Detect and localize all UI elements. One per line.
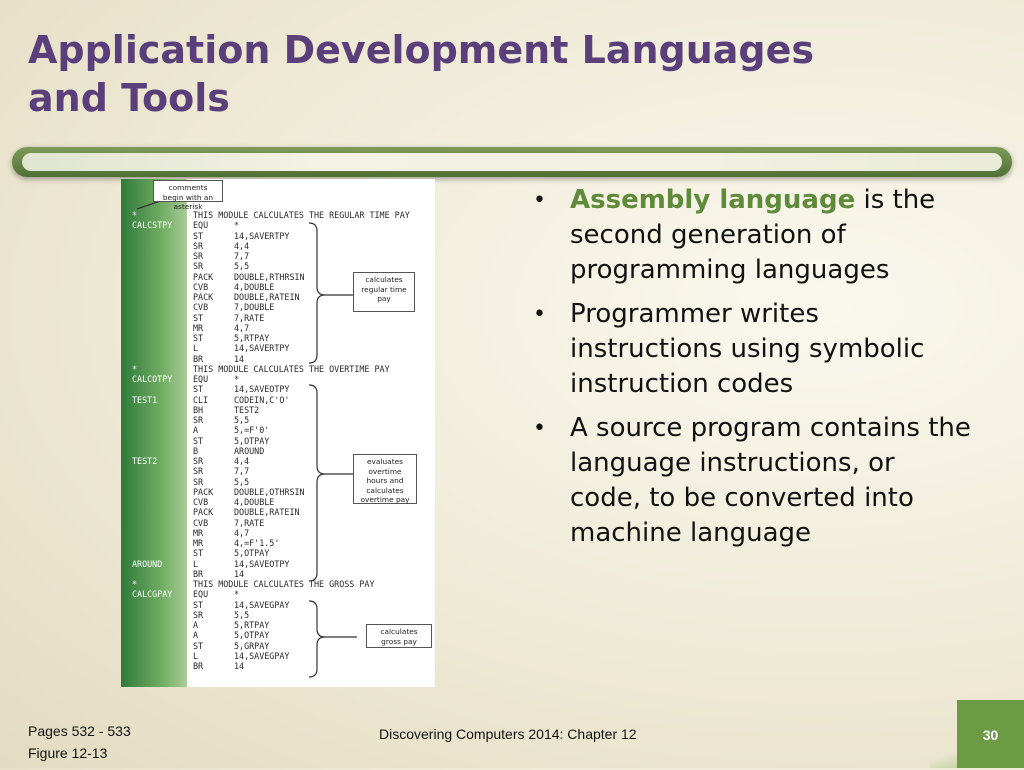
code-operand: 4,=F'1.5' xyxy=(234,538,280,548)
code-operand: 4,DOUBLE xyxy=(234,281,275,292)
code-operation: SR xyxy=(193,261,204,272)
code-label: TEST1 xyxy=(132,394,158,405)
code-operation: ST xyxy=(193,333,204,343)
bullet-emphasis: Assembly language xyxy=(570,185,856,215)
code-operation: BR xyxy=(193,353,204,364)
code-operation: EQU xyxy=(193,220,209,231)
code-operand: 14,SAVERTPY xyxy=(234,343,290,354)
footer-book-title: Discovering Computers 2014: Chapter 12 xyxy=(379,726,637,742)
code-operand: 5,5 xyxy=(234,415,250,425)
code-operation: MR xyxy=(193,322,204,333)
code-operation: ST xyxy=(193,548,204,559)
code-operand: 7,RATE xyxy=(234,312,265,323)
code-operand: * xyxy=(234,220,240,231)
code-operation: CVB xyxy=(193,517,209,528)
bullet-list xyxy=(533,183,973,560)
bullet-item xyxy=(533,411,973,551)
code-operation: THIS MODULE CALCULATES THE GROSS PAY xyxy=(193,579,375,589)
code-label: * xyxy=(132,579,138,589)
code-operand: 5,OTPAY xyxy=(234,435,270,446)
code-operand: 4,DOUBLE xyxy=(234,497,275,507)
code-operation: SR xyxy=(193,466,204,477)
callout-comments: comments begin with an asterisk xyxy=(153,180,223,202)
code-operation: PACK xyxy=(193,486,214,497)
code-operation: A xyxy=(193,630,199,641)
code-operand: 5,OTPAY xyxy=(234,548,270,559)
code-operand: DOUBLE,RATEIN xyxy=(234,507,300,518)
code-operand: 14,SAVERTPY xyxy=(234,230,290,241)
page-number: 30 xyxy=(982,727,999,743)
code-label: * xyxy=(132,210,138,220)
code-operation: THIS MODULE CALCULATES THE REGULAR TIME PAY xyxy=(193,210,410,220)
code-operation: BR xyxy=(193,568,204,579)
bullet-dot-icon: • xyxy=(533,416,546,441)
page-number-box xyxy=(957,700,1024,768)
code-operation: PACK xyxy=(193,292,214,302)
code-operation: PACK xyxy=(193,507,214,518)
code-operand: 14,SAVEGPAY xyxy=(234,650,290,661)
code-label: TEST2 xyxy=(132,456,158,466)
assembly-code-figure xyxy=(121,179,435,687)
code-operand: 4,4 xyxy=(234,240,250,251)
code-operation: B xyxy=(193,445,199,456)
code-operation: ST xyxy=(193,230,204,241)
callout-overtime-pay: evaluates overtime hours and calculates overtime pay xyxy=(353,454,417,504)
code-operand: 5,=F'0' xyxy=(234,425,270,436)
code-operand: AROUND xyxy=(234,445,265,456)
code-operation: SR xyxy=(193,456,204,466)
code-operand: DOUBLE,RTHRSIN xyxy=(234,271,305,282)
code-operand: 7,7 xyxy=(234,251,250,261)
code-operand: TEST2 xyxy=(234,404,260,415)
code-operand: 4,7 xyxy=(234,527,250,538)
code-operation: ST xyxy=(193,640,204,651)
callout-brackets xyxy=(121,179,435,687)
code-operand: 4,7 xyxy=(234,322,250,333)
code-operation: BH xyxy=(193,404,204,415)
code-operation: MR xyxy=(193,538,204,548)
code-label: CALCGPAY xyxy=(132,589,173,600)
title-divider xyxy=(12,147,1012,177)
code-operand: CODEIN,C'O' xyxy=(234,394,290,405)
bullet-item xyxy=(533,297,973,402)
code-operand: 5,OTPAY xyxy=(234,630,270,641)
code-operation: ST xyxy=(193,435,204,446)
code-operation: A xyxy=(193,620,199,630)
code-operand: DOUBLE,RATEIN xyxy=(234,292,300,302)
slide-title xyxy=(28,26,988,122)
code-operand: * xyxy=(234,374,240,384)
code-operand: * xyxy=(234,589,240,600)
code-label: CALCSTPY xyxy=(132,220,173,231)
code-operation: PACK xyxy=(193,271,214,282)
code-operation: SR xyxy=(193,609,204,620)
code-operation: A xyxy=(193,425,199,436)
bullet-text: is the second generation of programming languages xyxy=(570,185,936,285)
code-operation: CLI xyxy=(193,394,209,405)
code-operand: 5,RTPAY xyxy=(234,333,270,343)
code-operand: 7,7 xyxy=(234,466,250,477)
code-operation: CVB xyxy=(193,497,209,507)
code-operand: 5,5 xyxy=(234,609,250,620)
code-label: * xyxy=(132,363,138,374)
bullet-item xyxy=(533,183,973,288)
code-operation: ST xyxy=(193,312,204,323)
code-label: AROUND xyxy=(132,558,163,569)
code-operand: 14,SAVEOTPY xyxy=(234,558,290,569)
code-operation: BR xyxy=(193,661,204,671)
code-operand: 14 xyxy=(234,568,245,579)
footer-references xyxy=(28,720,131,764)
code-operation: SR xyxy=(193,240,204,251)
code-operation: L xyxy=(193,343,199,354)
code-operation: CVB xyxy=(193,302,209,313)
code-operand: 7,DOUBLE xyxy=(234,302,275,313)
code-label: CALCOTPY xyxy=(132,374,173,384)
code-operation: ST xyxy=(193,599,204,610)
code-operand: 5,GRPAY xyxy=(234,640,270,651)
code-operation: SR xyxy=(193,476,204,487)
code-operation: EQU xyxy=(193,589,209,600)
code-operand: 4,4 xyxy=(234,456,250,466)
code-operand: 7,RATE xyxy=(234,517,265,528)
code-operation: EQU xyxy=(193,374,209,384)
code-operation: THIS MODULE CALCULATES THE OVERTIME PAY xyxy=(193,363,390,374)
code-operation: SR xyxy=(193,251,204,261)
code-operation: MR xyxy=(193,527,204,538)
slide-title-line-2: and Tools xyxy=(28,76,230,120)
code-operation: CVB xyxy=(193,281,209,292)
footer-pages: Pages 532 - 533 xyxy=(28,723,131,739)
code-operand: 14,SAVEOTPY xyxy=(234,384,290,395)
callout-gross-pay: calculates gross pay xyxy=(366,624,432,648)
bullet-dot-icon: • xyxy=(533,302,546,327)
footer-figure-ref: Figure 12-13 xyxy=(28,745,108,761)
code-operand: 14,SAVEGPAY xyxy=(234,599,290,610)
code-operand: 14 xyxy=(234,661,245,671)
code-operation: L xyxy=(193,650,199,661)
code-operand: 14 xyxy=(234,353,245,364)
code-operand: 5,5 xyxy=(234,476,250,487)
callout-regular-pay: calculates regular time pay xyxy=(353,272,415,312)
code-operation: SR xyxy=(193,415,204,425)
bullet-text: Programmer writes instructions using symbolic instruction codes xyxy=(570,299,925,399)
slide-title-line-1: Application Development Languages xyxy=(28,28,815,72)
bullet-dot-icon: • xyxy=(533,188,546,213)
bullet-text: A source program contains the language instructions, or code, to be converted into machine language xyxy=(570,413,971,548)
code-operand: 5,RTPAY xyxy=(234,620,270,630)
code-operand: DOUBLE,OTHRSIN xyxy=(234,486,305,497)
code-operation: ST xyxy=(193,384,204,395)
code-operand: 5,5 xyxy=(234,261,250,272)
code-operation: L xyxy=(193,558,199,569)
